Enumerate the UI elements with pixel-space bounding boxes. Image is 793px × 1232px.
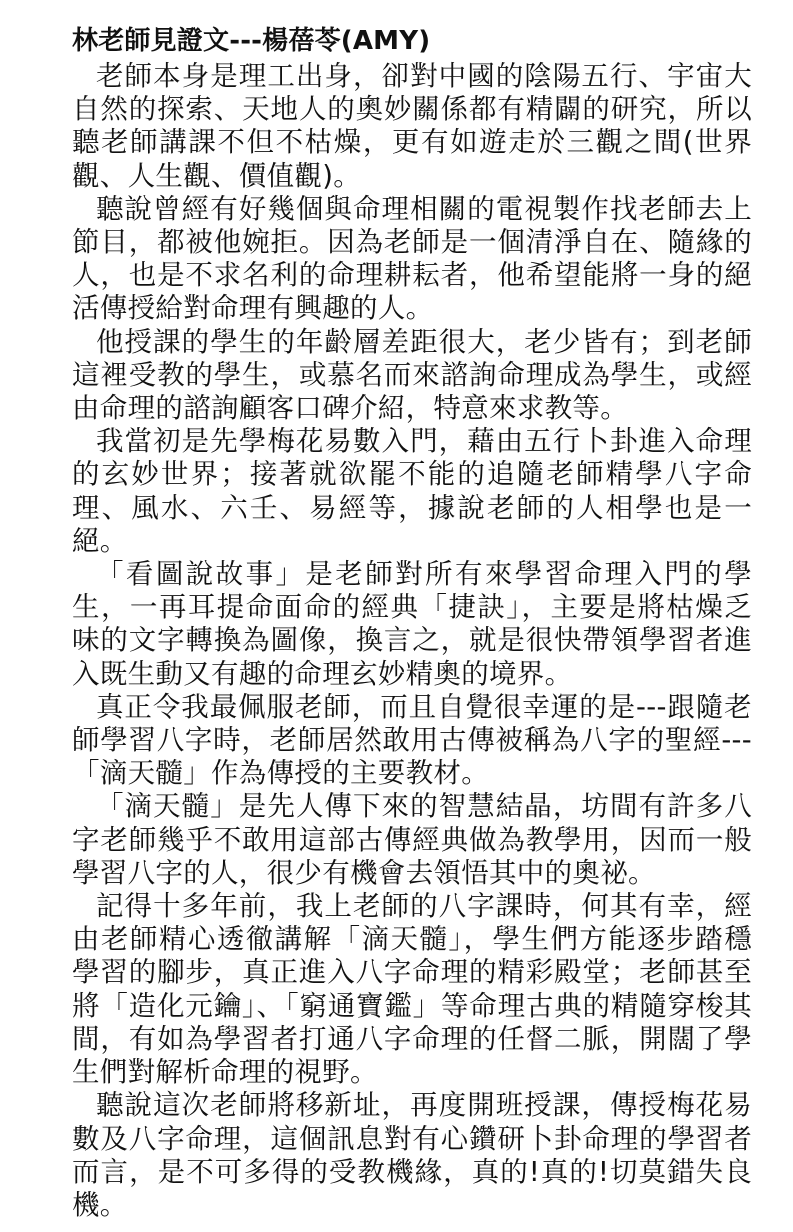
document-title: 林老師見證文---楊蓓苓(AMY) — [72, 26, 431, 56]
paragraph-4: 我當初是先學梅花易數入門，藉由五行卜卦進入命理的玄妙世界；接著就欲罷不能的追隨老師精學八字命理、風水、六壬、易經等，據說老師的人相學也是一絕。 — [72, 425, 752, 557]
paragraph-9: 聽說這次老師將移新址，再度開班授課，傳授梅花易數及八字命理，這個訊息對有心鑽研卜卦命理的學習者而言，是不可多得的受教機緣，真的!真的!切莫錯失良機。 — [72, 1089, 752, 1221]
paragraph-8: 記得十多年前，我上老師的八字課時，何其有幸，經由老師精心透徹講解「滴天髓」，學生們方能逐步踏穩學習的腳步，真正進入八字命理的精彩殿堂；老師甚至將「造化元鑰」、「窮通寶鑑」等命理古典的精隨穿梭其間，有如為學習者打通八字命理的任督二脈，開闊了學生們對解析命理的視野。 — [72, 890, 752, 1089]
paragraph-6: 真正令我最佩服老師，而且自覺很幸運的是---跟隨老師學習八字時，老師居然敢用古傳被稱為八字的聖經---「滴天髓」作為傳授的主要教材。 — [72, 690, 752, 790]
paragraph-1: 老師本身是理工出身，卻對中國的陰陽五行、宇宙大自然的探索、天地人的奧妙關係都有精闢的研究，所以聽老師講課不但不枯燥，更有如遊走於三觀之間(世界觀、人生觀、價值觀)。 — [72, 60, 752, 192]
paragraph-3: 他授課的學生的年齡層差距很大，老少皆有；到老師這裡受教的學生，或慕名而來諮詢命理成為學生，或經由命理的諮詢顧客口碑介紹，特意來求教等。 — [72, 325, 752, 425]
paragraph-7: 「滴天髓」是先人傳下來的智慧結晶，坊間有許多八字老師幾乎不敢用這部古傳經典做為教學用，因而一般學習八字的人，很少有機會去領悟其中的奧祕。 — [72, 790, 752, 889]
paragraph-5: 「看圖說故事」是老師對所有來學習命理入門的學生，一再耳提命面命的經典「捷訣」，主要是將枯燥乏味的文字轉換為圖像，換言之，就是很快帶領學習者進入既生動又有趣的命理玄妙精奧的境界。 — [72, 558, 752, 690]
paragraph-2: 聽說曾經有好幾個與命理相關的電視製作找老師去上節目，都被他婉拒。因為老師是一個清淨自在、隨緣的人，也是不求名利的命理耕耘者，他希望能將一身的絕活傳授給對命理有興趣的人。 — [72, 192, 752, 325]
document-page — [72, 22, 752, 1222]
